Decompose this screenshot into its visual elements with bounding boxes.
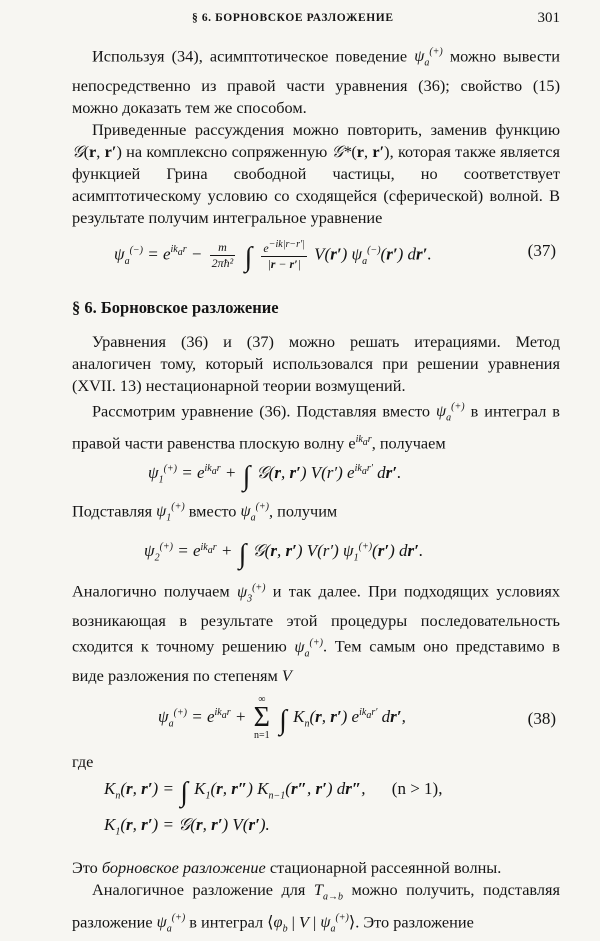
equation-k1: $K_1(r$, r′) = 𝒢(r, r′) V(r′). (104, 814, 270, 838)
paragraph-2: Приведенные рассуждения можно повторить, заменив функцию 𝒢(r, r′) на комплексно сопряженную 𝒢*(r, r′), которая также является функцией Грина свободной частицы, но соответствует асимптотическому условию со сходящейся (сферической) волной. В результате получим интегральное уравнение (72, 119, 560, 227)
equation-psi1: $\psi_1^{(+)} = e^{ik_ar}$ + ∫ 𝒢(r, r′) V(r′) $e^{ik_ar'}$ dr′. (148, 460, 402, 492)
where-word: где (72, 751, 94, 771)
paragraph-7 (72, 857, 560, 879)
section-title: § 6. Борновское разложение (72, 297, 279, 317)
equation-37: $\psi_a^{(-)} = e^{ik_ar}$ − $\frac{m}{\text{2πħ²}}$ ∫ $\frac{e^{-ik|r-r'|}}{|r - r'|}$ V(r′) $\psi_a^{(-)}(r')$ dr′. (37) (114, 238, 556, 274)
page-body (72, 42, 560, 941)
paragraph-4: Рассмотрим уравнение (36). Подставляя вместо $\psi_a^{(+)}$ в интеграл в правой части равенства плоскую волну $e^{ik_ar}$, получаем (72, 401, 560, 453)
paragraph-8: Аналогичное разложение для $T_{a\to b}$ можно получить, подставляя разложение $\psi_a^{(+)}$ в интеграл $⟨\varphi_b$ | V | $\psi_a^{(+)}⟩$. Это разложение (72, 879, 560, 935)
running-head: § 6. БОРНОВСКОЕ РАЗЛОЖЕНИЕ (192, 12, 394, 24)
eq38-number: (38) (527, 708, 556, 728)
paragraph-5: Подставляя $\psi_1^{(+)}$ вместо $\psi_a^{(+)}$, получим (72, 501, 338, 524)
equation-38: $\psi_a^{(+)} = e^{ik_ar}$ + ∞ Σ n=1 ∫ $K_n(r$, r′) $e^{ik_ar'}$ dr′, (38) (158, 693, 556, 741)
paragraph-3: Уравнения (36) и (37) можно решать итерациями. Метод аналогичен тому, который использовался при решении уравнения (XVII. 13) нестационарной теории возмущений. (72, 331, 560, 395)
eq38-condition: (n > 1), (391, 778, 443, 798)
equation-psi2: $\psi_2^{(+)} = e^{ik_ar}$ + ∫ 𝒢(r, r′) V(r′) $\psi_1^{(+)}(r')$ dr′. (144, 539, 424, 571)
page-number: 301 (537, 10, 560, 26)
paragraph-6: Аналогично получаем $\psi_3^{(+)}$ и так далее. При подходящих условиях возникающая в результате этой процедуры последовательность сходится к точному решению $\psi_a^{(+)}$. Тем самым оно представимо в виде разложения по степеням V (72, 581, 560, 685)
equation-kn: $K_n(r$, r′) = ∫ $K_1(r$, r″) $K_{n-1}(r''$, r′) dr″, (n > 1), (104, 776, 443, 808)
p7-suffix: стационарной рассеянной волны. (269, 857, 502, 877)
p7-emphasis: борновское разложение (101, 857, 266, 877)
page-header (72, 10, 560, 30)
p7-prefix: Это (72, 857, 98, 877)
eq37-number: (37) (527, 240, 556, 260)
paragraph-1: Используя (34), асимптотическое поведение $\psi_a^{(+)}$ можно вывести непосредственно из правой части уравнения (36); свойство (15) можно доказать тем же способом. (72, 46, 560, 117)
